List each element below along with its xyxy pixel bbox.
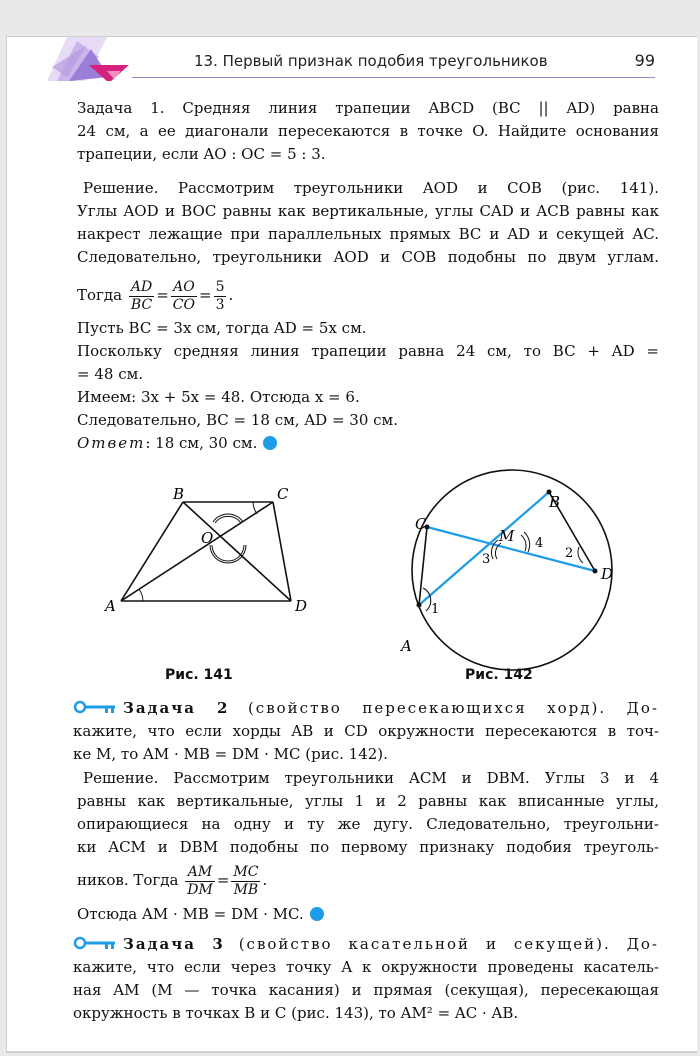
point-D <box>593 569 598 574</box>
solution2-line: равны как вертикальные, углы 1 и 2 равны как вписанные углы, <box>77 792 659 810</box>
ratio-line-2: ников. Тогда $\frac{AM}{DM}$ = $\frac{MC}{MB}$ . <box>77 863 268 898</box>
label-B: B <box>549 493 561 511</box>
diagonal-ac <box>121 502 273 601</box>
running-header-title: 13. Первый признак подобия треугольников <box>194 52 548 70</box>
task1-line: 24 см, а ее диагонали пересекаются в точке O. Найдите основания <box>77 122 659 140</box>
since-line: Поскольку средняя линия трапеции равна 24 см, то BC + AD = <box>77 342 659 360</box>
answer-value: : 18 см, 30 см. <box>145 434 258 452</box>
angle-3-arc-2 <box>491 540 498 559</box>
label-C: C <box>415 515 427 533</box>
figure-141-trapezoid <box>97 485 327 625</box>
solution1-line: Решение. Рассмотрим треугольники AOD и COB (рис. 141). <box>83 179 659 197</box>
fraction-am-dm: $\frac{AM}{DM}$ <box>187 863 213 898</box>
hence-line: Следовательно, BC = 18 см, AD = 30 см. <box>77 411 398 429</box>
answer-label: Ответ <box>77 434 146 452</box>
diagonal-bd <box>183 502 291 601</box>
label-A: A <box>401 637 412 655</box>
end-marker-icon <box>310 907 324 921</box>
side-ab <box>121 502 183 601</box>
angle-boc-arc <box>215 516 241 523</box>
since-line-cont: = 48 см. <box>77 365 144 383</box>
then-prefix: ников. Тогда <box>77 871 179 889</box>
solution1-line: Углы AOD и BOC равны как вертикальные, углы CAD и ACB равны как <box>77 202 659 220</box>
fraction-ad-bc: $\frac{AD}{BC}$ <box>130 278 153 313</box>
task2-title: Задача 2 <box>123 699 230 717</box>
header-rule <box>132 77 655 78</box>
solution2-line: опирающиеся на одну и ту же дугу. Следовательно, треугольни- <box>77 815 659 833</box>
angle-4-arc-2 <box>524 532 530 552</box>
label-O: O <box>201 529 214 547</box>
solution1-line: накрест лежащие при параллельных прямых BC и AD и секущей AC. <box>77 225 659 243</box>
hence-line: Отсюда AM · MB = DM · MC. <box>77 903 659 926</box>
key-icon <box>73 700 117 714</box>
label-D: D <box>295 597 308 615</box>
task2-line: ке M, то AM · MB = DM · MC (рис. 142). <box>73 745 388 763</box>
task2-block <box>73 697 659 766</box>
segment-ac <box>419 527 427 605</box>
label-M: M <box>499 527 515 545</box>
task1-line: трапеции, если AO : OC = 5 : 3. <box>77 145 326 163</box>
end-marker-icon <box>263 436 277 450</box>
task3-first-line <box>73 933 659 956</box>
angle-label-1: 1 <box>431 602 440 617</box>
task3-line: окружность в точках B и C (рис. 143), то AM² = AC · AB. <box>73 1004 519 1022</box>
answer-line <box>77 432 659 455</box>
fraction-mc-mb: $\frac{MC}{MB}$ <box>233 863 259 898</box>
textbook-page <box>6 36 697 1053</box>
task2-first-line <box>73 697 659 720</box>
label-C: C <box>277 485 289 503</box>
chapter-logo <box>47 37 142 81</box>
then-label: Тогда <box>77 286 123 304</box>
point-A <box>417 603 422 608</box>
angle-label-3: 3 <box>482 552 491 567</box>
figure-142-caption: Рис. 142 <box>465 667 533 683</box>
angle-cad-arc <box>139 589 143 601</box>
solution2-line: Решение. Рассмотрим треугольники ACM и DBM. Углы 3 и 4 <box>83 769 659 787</box>
task3-title: Задача 3 <box>123 935 225 953</box>
task3-block <box>73 933 659 1025</box>
label-A: A <box>105 597 116 615</box>
angle-acb-arc <box>253 502 257 514</box>
angle-label-4: 4 <box>535 536 544 551</box>
fraction-5-3: $\frac{5}{3}$ <box>215 278 225 313</box>
solution2-block <box>77 767 659 859</box>
key-icon <box>73 936 117 950</box>
solution2-conclusion <box>77 903 659 926</box>
task3-line: кажите, что если через точку A к окружности проведены касатель- <box>73 958 659 976</box>
let-line: Пусть BC = 3x см, тогда AD = 5x см. <box>77 319 367 337</box>
fraction-ao-co: $\frac{AO}{CO}$ <box>172 278 195 313</box>
label-B: B <box>173 485 185 503</box>
solution2-line: ки ACM и DBM подобны по первому признаку подобия треуголь- <box>77 838 659 856</box>
ratio-line: Тогда $\frac{AD}{BC}$ = $\frac{AO}{CO}$ = $\frac{5}{3}$ . <box>77 278 234 313</box>
page-bottom-rule <box>7 1051 697 1053</box>
figure-142-circle-chords <box>387 455 627 695</box>
task1-block <box>77 97 659 166</box>
figure-141-caption: Рис. 141 <box>165 667 233 683</box>
angle-label-2: 2 <box>565 546 574 561</box>
solution1-line: Следовательно, треугольники AOD и COB подобны по двум углам. <box>77 248 659 266</box>
task1-line: Задача 1. Средняя линия трапеции ABCD (BC || AD) равна <box>77 99 659 117</box>
angle-4-arc <box>521 535 526 551</box>
solution1-block <box>77 177 659 269</box>
page-number: 99 <box>634 51 655 70</box>
have-line: Имеем: 3x + 5x = 48. Отсюда x = 6. <box>77 388 360 406</box>
task3-property: (свойство касательной и секущей). До- <box>238 935 659 953</box>
solution1-steps <box>77 317 659 455</box>
label-D: D <box>601 565 614 583</box>
task2-property: (свойство пересекающихся хорд). До- <box>247 699 659 717</box>
circle <box>412 470 612 670</box>
task2-line: кажите, что если хорды AB и CD окружности пересекаются в точ- <box>73 722 659 740</box>
task3-line: ная AM (M — точка касания) и прямая (секущая), пересекающая <box>73 981 659 999</box>
